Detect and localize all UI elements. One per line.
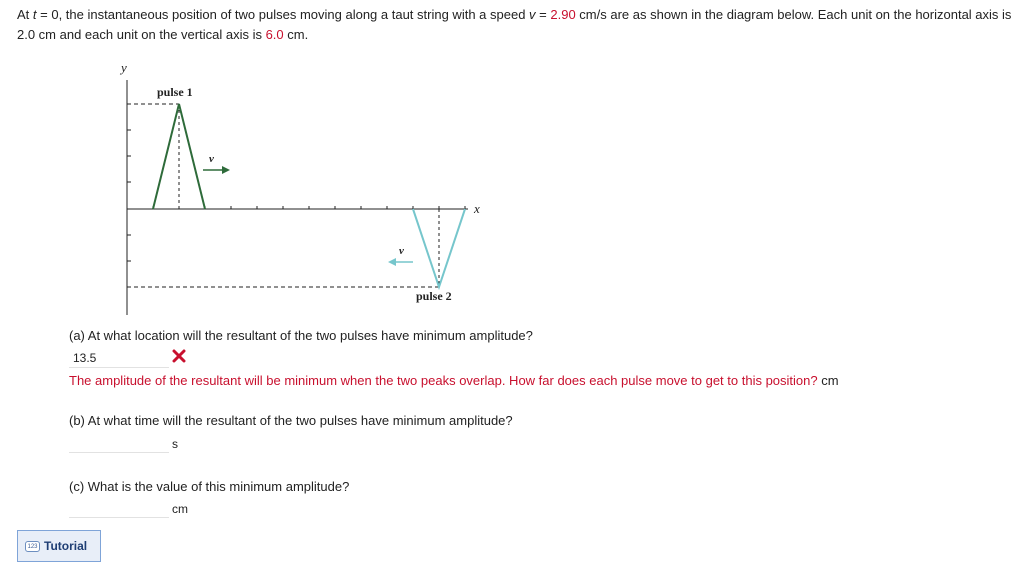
x-mark-icon <box>172 349 187 364</box>
velocity-arrowhead-left <box>388 258 396 266</box>
part-c-unit: cm <box>172 502 188 516</box>
y-axis-ticks <box>127 104 131 287</box>
part-b-answer-input[interactable] <box>69 434 169 453</box>
part-a-answer-input[interactable] <box>69 349 169 368</box>
part-c-question: (c) What is the value of this minimum amplitude? <box>69 479 350 494</box>
velocity-label-1: v <box>209 153 214 165</box>
tutorial-icon: 123 <box>25 541 40 552</box>
part-b-unit: s <box>172 437 178 451</box>
y-axis-label: y <box>121 60 127 75</box>
x-axis-label: x <box>474 201 480 216</box>
velocity-label-2: v <box>399 245 404 257</box>
part-a-question: (a) At what location will the resultant of the two pulses have minimum amplitude? <box>69 328 533 343</box>
velocity-arrowhead-right <box>222 166 230 174</box>
vertical-unit-value: 6.0 <box>265 27 284 42</box>
problem-statement: At t = 0, the instantaneous position of two pulses moving along a taut string with a speed v = 2.90 cm/s are as shown in the diagram below. Each unit on the horizontal axis is 2.0 cm and each unit on the vertical axis is 6.0 cm. <box>17 7 1012 42</box>
pulse1-label: pulse 1 <box>157 85 193 99</box>
speed-value: 2.90 <box>550 7 576 22</box>
tutorial-label: Tutorial <box>44 539 88 553</box>
pulse-1-shape <box>153 104 205 209</box>
pulse2-label: pulse 2 <box>416 289 452 303</box>
part-a-unit: cm <box>821 373 839 388</box>
tutorial-button[interactable] <box>17 530 101 562</box>
part-a-feedback: The amplitude of the resultant will be minimum when the two peaks overlap. How far does each pulse move to get to this position? cm <box>69 373 839 388</box>
part-b-question: (b) At what time will the resultant of the two pulses have minimum amplitude? <box>69 413 513 428</box>
part-c-answer-input[interactable] <box>69 499 169 518</box>
